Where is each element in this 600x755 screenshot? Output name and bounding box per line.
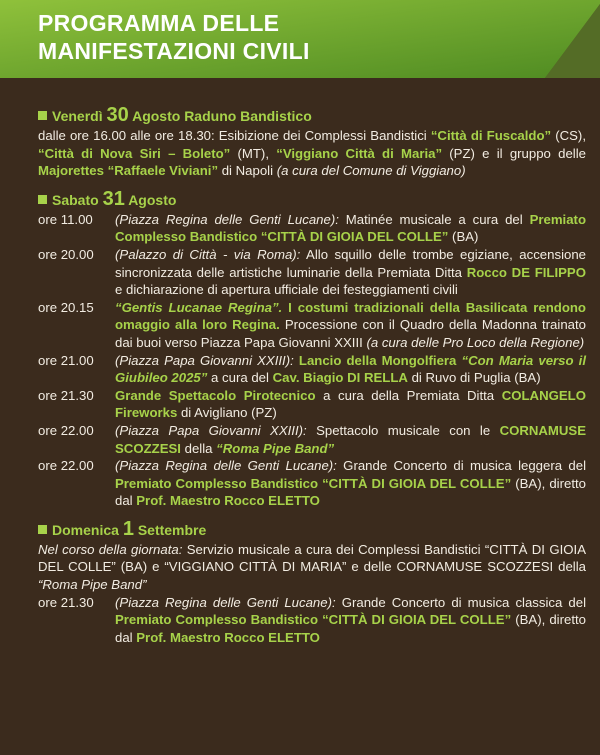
text-run: (Piazza Regina delle Genti Lucane):: [115, 458, 337, 474]
event-description: [115, 211, 586, 246]
text-run: Cav. Biagio DI RELLA: [272, 370, 408, 386]
text-run: (a cura del Comune di Viggiano): [276, 163, 466, 179]
text-run: Processione con il Quadro della Madonna trainato dai buoi verso Piazza Papa Giovanni XXIII: [115, 317, 586, 350]
event-row: [38, 594, 586, 647]
text-run: (Piazza Papa Giovanni XXIII):: [115, 352, 294, 368]
text-run: Prof. Maestro Rocco ELETTO: [136, 493, 320, 509]
text-run: (a cura delle Pro Loco della Regione): [366, 334, 585, 350]
event-row: [38, 457, 586, 510]
page-title: [38, 9, 310, 65]
text-run: Allo squillo delle trombe egiziane, accensione sincronizzata delle artistiche luminarie della Premiata Ditta: [115, 246, 586, 280]
day-number: 30: [106, 104, 129, 126]
day-name: Venerdì: [52, 108, 107, 124]
day-name: Domenica: [52, 521, 123, 538]
event-description: [115, 594, 586, 647]
text-run: Servizio musicale a cura dei Complessi Bandistici “CITTÀ DI GIOIA DEL COLLE” (BA) e “VIGGIANO CITTÀ DI MARIA” e delle CORNAMUSE SCOZZESI della: [38, 541, 586, 575]
text-run: Majorettes “Raffaele Viviani”: [38, 163, 219, 179]
text-run: (BA): [448, 229, 479, 245]
text-run: Grande Spettacolo Pirotecnico: [115, 387, 316, 403]
title-line-2: MANIFESTAZIONI CIVILI: [38, 38, 310, 64]
text-run: Premiato Complesso Bandistico “CITTÀ DI GIOIA DEL COLLE”: [115, 475, 512, 491]
text-run: COLANGELO Fireworks: [115, 387, 586, 421]
text-run: “Gentis Lucanae Regina”.: [115, 299, 283, 315]
text-run: Matinée musicale a cura del: [338, 211, 530, 227]
text-run: Rocco DE FILIPPO: [466, 264, 586, 280]
text-run: Grande Concerto di musica leggera del: [336, 458, 587, 474]
text-run: Premiato Complesso Bandistico “CITTÀ DI GIOIA DEL COLLE”: [115, 211, 586, 245]
text-run: di Avigliano (PZ): [177, 405, 277, 421]
event-time: ore 20.15: [38, 299, 94, 315]
text-run: e dichiarazione di apertura ufficiale dei festeggiamenti civili: [115, 282, 458, 298]
text-run: a cura del: [207, 370, 273, 386]
text-run: (Piazza Papa Giovanni XXIII):: [115, 422, 307, 438]
text-run: a cura della Premiata Ditta: [315, 387, 502, 403]
day-title: Agosto Raduno Bandistico: [128, 108, 312, 124]
text-run: (Piazza Regina delle Genti Lucane):: [115, 211, 339, 227]
event-row: [38, 211, 586, 246]
text-run: (BA), diretto dal: [115, 475, 586, 509]
event-time: ore 11.00: [38, 211, 93, 227]
text-run: CORNAMUSE SCOZZESI: [115, 422, 587, 456]
text-run: (MT),: [230, 145, 277, 161]
text-run: “Con Maria verso il Giubileo 2025”: [115, 352, 586, 386]
event-description: [115, 422, 586, 457]
day-section: [38, 104, 586, 180]
text-run: “Viggiano Città di Maria”: [276, 145, 443, 161]
text-run: (BA), diretto dal: [115, 612, 586, 645]
text-run: “Città di Fuscaldo”: [430, 128, 552, 143]
text-run: Lancio della Mongolfiera: [293, 352, 462, 368]
title-line-1: PROGRAMMA DELLE: [38, 10, 280, 36]
event-row: [38, 387, 586, 422]
text-run: “Roma Pipe Band”: [38, 577, 147, 593]
text-run: Prof. Maestro Rocco ELETTO: [136, 629, 320, 645]
day-section: [38, 518, 586, 647]
text-run: (PZ) e il gruppo delle: [442, 145, 586, 161]
day-paragraph: [38, 127, 586, 180]
day-heading: [38, 518, 586, 541]
day-number: 1: [122, 517, 134, 540]
event-description: [115, 352, 586, 387]
event-description: [115, 246, 586, 299]
text-run: (Piazza Regina delle Genti Lucane):: [115, 594, 336, 610]
text-run: (Palazzo di Città - via Roma):: [115, 246, 301, 262]
day-paragraph: [38, 541, 586, 594]
day-title: Agosto: [124, 191, 177, 208]
event-description: [115, 457, 586, 510]
bullet-square-icon: [38, 195, 47, 204]
event-description: [115, 299, 586, 352]
bullet-square-icon: [38, 111, 47, 120]
text-run: “Città di Nova Siri – Boleto”: [38, 145, 231, 161]
text-run: di Ruvo di Puglia (BA): [407, 370, 541, 386]
text-run: di Napoli: [218, 163, 277, 179]
bullet-square-icon: [38, 525, 47, 534]
event-time: ore 22.00: [38, 458, 94, 474]
text-run: Grande Concerto di musica classica del: [335, 594, 586, 610]
day-section: [38, 188, 586, 510]
text-run: “Roma Pipe Band”: [216, 440, 335, 456]
event-row: [38, 352, 586, 387]
day-title: Settembre: [133, 521, 207, 538]
event-time: ore 21.30: [38, 594, 94, 610]
day-heading: [38, 104, 586, 127]
event-time: ore 21.30: [38, 387, 94, 403]
text-run: Spettacolo musicale con le: [306, 422, 500, 438]
event-time: ore 22.00: [38, 422, 94, 438]
text-run: della: [180, 440, 217, 456]
event-row: [38, 246, 586, 299]
text-run: (CS),: [551, 128, 586, 143]
event-time: ore 20.00: [38, 246, 94, 262]
event-description: [115, 387, 586, 422]
header-banner: [0, 0, 600, 82]
schedule-content: [38, 96, 586, 646]
text-run: Premiato Complesso Bandistico “CITTÀ DI GIOIA DEL COLLE”: [115, 612, 512, 628]
text-run: dalle ore 16.00 alle ore 18.30: Esibizione dei Complessi Bandistici: [38, 128, 431, 143]
event-time: ore 21.00: [38, 352, 94, 368]
text-run: I costumi tradizionali della Basilicata rendono omaggio alla loro Regina.: [115, 299, 586, 333]
day-heading: [38, 188, 586, 211]
day-name: Sabato: [52, 191, 103, 208]
event-row: [38, 422, 586, 457]
text-run: Nel corso della giornata:: [38, 541, 183, 557]
day-number: 31: [102, 187, 125, 210]
event-row: [38, 299, 586, 352]
